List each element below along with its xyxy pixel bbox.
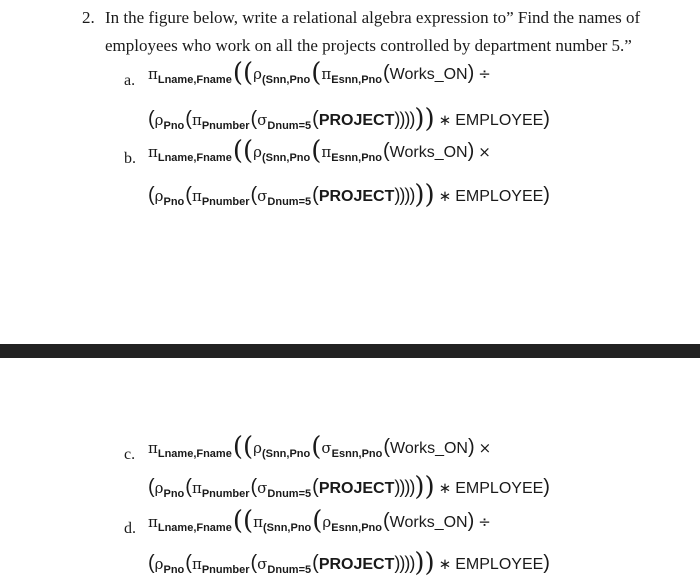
option-b-label: b. (124, 150, 136, 167)
option-c-expression-line1: π Lname,Fname (( ρ (Snn,Pno ( σ Esnn,Pno ( Works_ON ) × (148, 432, 492, 462)
question-text-line2: employees who work on all the projects controlled by department number 5.” (105, 36, 632, 55)
question-card-bottom (0, 358, 700, 582)
option-b-operator: × (478, 143, 491, 161)
question-number: 2. (82, 8, 95, 27)
option-c-operator: × (478, 439, 492, 457)
option-c-label: c. (124, 446, 136, 463)
option-d-operator: ÷ (478, 513, 491, 531)
option-a-operator: ÷ (478, 65, 491, 83)
option-b-expression-line1: π Lname,Fname (( ρ (Snn,Pno ( π Esnn,Pno ( Works_ON ) × (148, 136, 491, 166)
option-c-expression-line2: ( ρ Pno ( π Pnumber ( σ Dnum=5 ( PROJECT )))) )) ∗ EMPLOYEE ) (148, 472, 550, 502)
option-d-label: d. (124, 520, 136, 537)
option-d-expression-line1: π Lname,Fname (( π (Snn,Pno ( ρ Esnn,Pno ( Works_ON ) ÷ (148, 506, 491, 536)
option-a-expression-line2: ( ρ Pno ( π Pnumber ( σ Dnum=5 ( PROJECT )))) )) ∗ EMPLOYEE ) (148, 104, 550, 134)
option-d-expression-line2: ( ρ Pno ( π Pnumber ( σ Dnum=5 ( PROJECT )))) )) ∗ EMPLOYEE ) (148, 548, 550, 578)
option-a-label: a. (124, 72, 136, 89)
option-a-expression-line1: π Lname,Fname (( ρ (Snn,Pno ( π Esnn,Pno ( Works_ON ) ÷ (148, 58, 491, 88)
option-b-expression-line2: ( ρ Pno ( π Pnumber ( σ Dnum=5 ( PROJECT )))) )) ∗ EMPLOYEE ) (148, 180, 550, 210)
section-divider (0, 344, 700, 358)
question-text-line1: In the figure below, write a relational algebra expression to” Find the names of (105, 8, 641, 27)
